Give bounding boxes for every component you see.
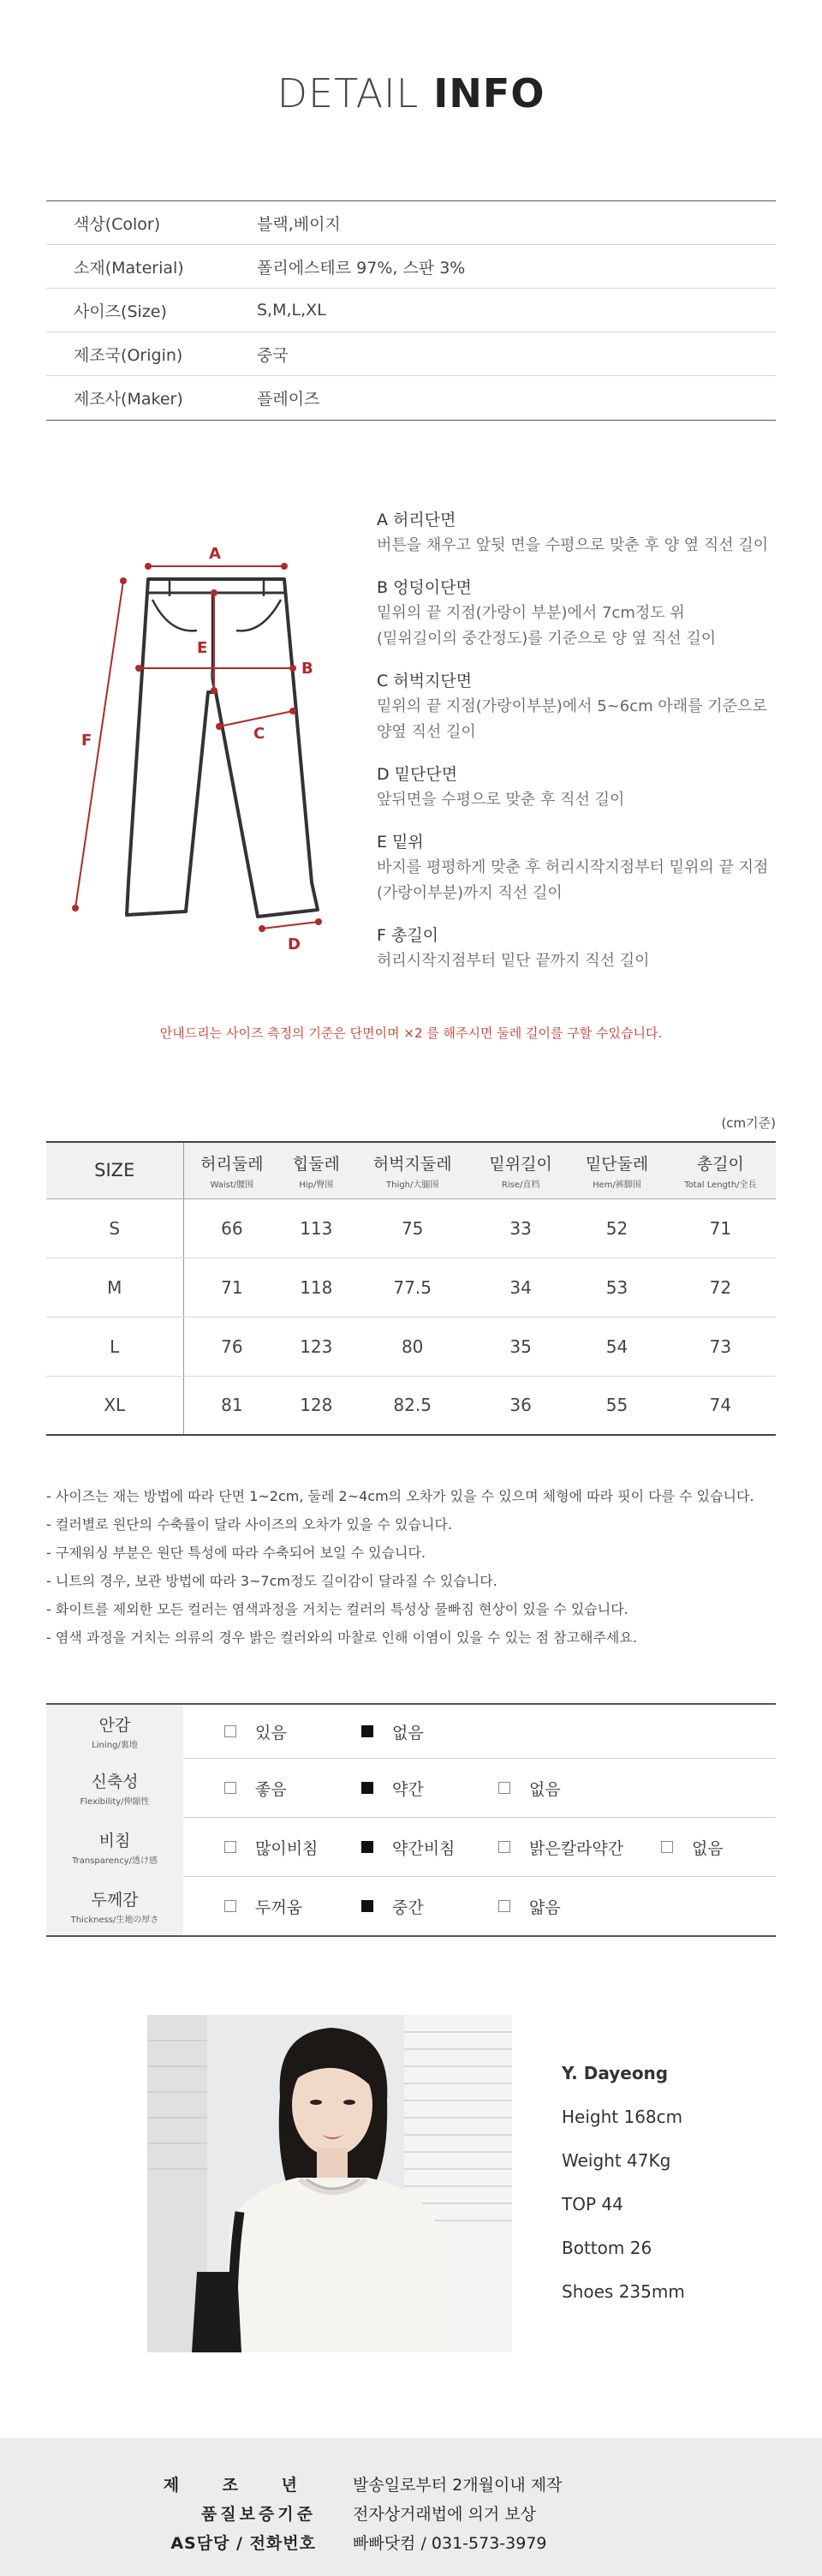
info-value: 블랙,베이지 bbox=[257, 214, 341, 234]
fit-label: 두께감 Thickness/生地の厚さ bbox=[46, 1877, 183, 1935]
title-light: DETAIL bbox=[277, 70, 420, 117]
footer-info bbox=[0, 2438, 822, 2576]
fit-option: 없음 bbox=[661, 1836, 764, 1859]
table-cell: 72 bbox=[665, 1258, 776, 1317]
info-row-size bbox=[46, 289, 776, 332]
model-info bbox=[562, 2052, 685, 2314]
measure-item-a bbox=[377, 507, 805, 559]
header-cell: 허벅지둘레 Thigh/大腿围 bbox=[352, 1142, 473, 1198]
fit-options bbox=[183, 1777, 776, 1800]
info-row-maker bbox=[46, 376, 776, 420]
table-cell: 74 bbox=[709, 1395, 732, 1416]
fit-option: 밝은칼라약간 bbox=[498, 1836, 661, 1859]
fit-label: 비침 Transparency/透け感 bbox=[46, 1818, 183, 1877]
measure-title: F 총길이 bbox=[377, 926, 439, 945]
fit-options bbox=[183, 1836, 776, 1859]
size-table-header bbox=[46, 1142, 776, 1198]
table-cell: 71 bbox=[183, 1258, 280, 1317]
fit-label: 신축성 Flexibility/伸縮性 bbox=[46, 1759, 183, 1818]
model-spec: TOP 44 bbox=[562, 2194, 623, 2214]
footer-row bbox=[0, 2472, 822, 2495]
measurement-guide bbox=[377, 507, 805, 990]
diagram-label-c: C bbox=[253, 725, 265, 743]
diagram-label-a: A bbox=[209, 545, 221, 563]
fit-row-flexibility bbox=[46, 1759, 776, 1818]
table-cell: 128 bbox=[300, 1395, 333, 1416]
note-item: - 염색 과정을 거치는 의류의 경우 밝은 컬러와의 마찰로 인해 이염이 있을 수 있는 점 참고해주세요. bbox=[46, 1629, 637, 1646]
footer-key: 품질보증기준 bbox=[200, 2505, 316, 2524]
model-spec: Bottom 26 bbox=[562, 2238, 652, 2258]
measure-desc: (밑위길이의 중간정도)를 기준으로 양 옆 직선 길이 bbox=[377, 630, 717, 648]
note-item: - 화이트를 제외한 모든 컬러는 염색과정을 거치는 컬러의 특성상 물빠짐 현상이 있을 수 있습니다. bbox=[46, 1601, 628, 1617]
checkbox-icon bbox=[224, 1725, 236, 1737]
note-item: - 구제워싱 부분은 원단 특성에 따라 수축되어 보일 수 있습니다. bbox=[46, 1545, 426, 1561]
info-value: 폴리에스테르 97%, 스판 3% bbox=[257, 258, 466, 278]
fit-option: 약간 bbox=[361, 1777, 498, 1800]
measure-item-b bbox=[377, 575, 805, 652]
table-cell: 77.5 bbox=[352, 1258, 473, 1317]
diagram-label-f: F bbox=[81, 732, 92, 750]
page-title bbox=[0, 70, 822, 117]
table-cell: S bbox=[46, 1198, 183, 1258]
checkbox-checked-icon bbox=[361, 1900, 373, 1912]
note-item: - 컬러별로 원단의 수축률이 달라 사이즈의 오차가 있을 수 있습니다. bbox=[46, 1516, 452, 1533]
checkbox-icon bbox=[498, 1782, 510, 1794]
footer-row bbox=[0, 2501, 822, 2525]
table-row bbox=[46, 1258, 776, 1317]
checkbox-icon bbox=[498, 1841, 510, 1853]
pants-illustration bbox=[60, 540, 342, 959]
info-key: 제조사(Maker) bbox=[74, 390, 183, 409]
info-value: 플레이즈 bbox=[257, 390, 320, 409]
size-notes bbox=[46, 1482, 800, 1652]
fit-chart bbox=[46, 1703, 776, 1937]
info-key: 소재(Material) bbox=[74, 258, 184, 278]
table-cell: 75 bbox=[352, 1198, 473, 1258]
table-cell: 54 bbox=[569, 1317, 664, 1376]
size-table bbox=[46, 1141, 776, 1436]
fit-option: 얇음 bbox=[498, 1895, 661, 1918]
measure-item-c bbox=[377, 668, 805, 745]
measure-desc: 앞뒤면을 수평으로 맞춘 후 직선 길이 bbox=[377, 791, 625, 809]
fit-option: 좋음 bbox=[224, 1777, 361, 1800]
diagram-label-d: D bbox=[288, 935, 301, 953]
measure-title: A 허리단면 bbox=[377, 511, 456, 529]
header-cell: 총길이 Total Length/全長 bbox=[665, 1142, 776, 1198]
table-cell: 53 bbox=[569, 1258, 664, 1317]
note-item: - 니트의 경우, 보관 방법에 따라 3~7cm정도 길이감이 달라질 수 있습니다. bbox=[46, 1573, 497, 1589]
table-cell: 55 bbox=[605, 1395, 628, 1416]
measure-desc: 밑위의 끝 지점(가랑이부분)에서 5~6cm 아래를 기준으로 bbox=[377, 697, 767, 715]
pants-measurement-diagram bbox=[60, 540, 342, 959]
measure-title: C 허벅지단면 bbox=[377, 672, 473, 690]
measure-desc: 허리시작지점부터 밑단 끝까지 직선 길이 bbox=[377, 952, 650, 970]
model-photo-illustration bbox=[147, 2015, 512, 2352]
fit-label: 안감 Lining/裏地 bbox=[46, 1705, 183, 1759]
table-cell: XL bbox=[46, 1376, 183, 1435]
info-row-material bbox=[46, 245, 776, 289]
fit-option: 중간 bbox=[361, 1895, 498, 1918]
checkbox-icon bbox=[498, 1900, 510, 1912]
model-name: Y. Dayeong bbox=[562, 2063, 669, 2083]
table-cell: 118 bbox=[280, 1258, 352, 1317]
checkbox-icon bbox=[224, 1900, 236, 1912]
table-cell: 73 bbox=[665, 1317, 776, 1376]
table-row bbox=[46, 1198, 776, 1258]
fit-options bbox=[183, 1720, 776, 1743]
header-cell: 밑단둘레 Hem/裤脚围 bbox=[569, 1142, 664, 1198]
fit-option: 없음 bbox=[498, 1777, 661, 1800]
table-cell: 35 bbox=[473, 1317, 569, 1376]
fit-row-lining bbox=[46, 1705, 776, 1759]
checkbox-checked-icon bbox=[361, 1841, 373, 1853]
info-key: 색상(Color) bbox=[74, 214, 161, 234]
model-spec: Height 168cm bbox=[562, 2107, 683, 2127]
header-cell: 밑위길이 Rise/直档 bbox=[473, 1142, 569, 1198]
model-spec: Weight 47Kg bbox=[562, 2150, 671, 2171]
model-photo bbox=[147, 2015, 512, 2352]
note-item: - 사이즈는 재는 방법에 따라 단면 1~2cm, 둘레 2~4cm의 오차가 있을 수 있으며 체형에 따라 핏이 다를 수 있습니다. bbox=[46, 1488, 754, 1504]
measure-title: D 밑단단면 bbox=[377, 765, 458, 784]
fit-row-transparency bbox=[46, 1818, 776, 1877]
table-cell: 34 bbox=[473, 1258, 569, 1317]
table-cell: 33 bbox=[473, 1198, 569, 1258]
info-row-origin bbox=[46, 332, 776, 376]
table-cell: 66 bbox=[183, 1198, 280, 1258]
footer-row bbox=[0, 2531, 822, 2554]
measure-title: E 밑위 bbox=[377, 833, 424, 852]
measure-note: 안내드리는 사이즈 측정의 기준은 단면이며 ×2 를 해주시면 둘레 길이를 구할 수있습니다. bbox=[159, 1025, 663, 1041]
fit-option: 있음 bbox=[224, 1720, 361, 1743]
info-value: S,M,L,XL bbox=[257, 301, 326, 320]
footer-value: 빠빠닷컴 / 031-573-3979 bbox=[353, 2534, 547, 2553]
footer-key: 제 조 년 bbox=[163, 2476, 316, 2495]
info-key: 사이즈(Size) bbox=[74, 302, 167, 321]
footer-value: 전자상거래법에 의거 보상 bbox=[353, 2505, 536, 2524]
table-cell: 80 bbox=[352, 1317, 473, 1376]
footer-key: AS담당 / 전화번호 bbox=[170, 2534, 316, 2553]
diagram-label-e: E bbox=[197, 639, 208, 657]
header-cell: SIZE bbox=[46, 1142, 183, 1198]
measure-desc: 밑위의 끝 지점(가랑이 부분)에서 7cm정도 위 bbox=[377, 604, 685, 622]
checkbox-icon bbox=[224, 1841, 236, 1853]
fit-option: 약간비침 bbox=[361, 1836, 498, 1859]
measure-desc: 버튼을 채우고 앞뒷 면을 수평으로 맞춘 후 양 옆 직선 길이 bbox=[377, 536, 769, 554]
checkbox-checked-icon bbox=[361, 1782, 373, 1794]
fit-options bbox=[183, 1895, 776, 1918]
table-cell: 76 bbox=[183, 1317, 280, 1376]
fit-option: 없음 bbox=[361, 1720, 498, 1743]
table-cell: 36 bbox=[509, 1395, 532, 1416]
footer-value: 발송일로부터 2개월이내 제작 bbox=[353, 2476, 563, 2495]
model-spec: Shoes 235mm bbox=[562, 2281, 685, 2302]
info-value: 중국 bbox=[257, 345, 289, 365]
checkbox-icon bbox=[661, 1841, 673, 1853]
table-row bbox=[46, 1376, 776, 1435]
measure-desc: 양옆 직선 길이 bbox=[377, 723, 476, 741]
table-cell: 71 bbox=[665, 1198, 776, 1258]
table-row bbox=[46, 1317, 776, 1376]
size-unit-note: (cm기준) bbox=[721, 1115, 776, 1131]
measure-item-e bbox=[377, 829, 805, 906]
table-cell: 123 bbox=[280, 1317, 352, 1376]
title-bold: INFO bbox=[433, 70, 545, 117]
product-info-table bbox=[46, 200, 776, 421]
info-row-color bbox=[46, 201, 776, 245]
header-cell: 힙둘레 Hip/臀围 bbox=[280, 1142, 352, 1198]
measure-item-d bbox=[377, 762, 805, 813]
measure-title: B 엉덩이단면 bbox=[377, 578, 472, 597]
table-cell: 82.5 bbox=[393, 1395, 432, 1416]
fit-option: 많이비침 bbox=[224, 1836, 361, 1859]
info-key: 제조국(Origin) bbox=[74, 345, 183, 365]
table-cell: M bbox=[46, 1258, 183, 1317]
fit-row-thickness bbox=[46, 1877, 776, 1935]
header-cell: 허리둘레 Waist/腰围 bbox=[183, 1142, 280, 1198]
measure-desc: 바지를 평평하게 맞춘 후 허리시작지점부터 밑위의 끝 지점 bbox=[377, 858, 769, 876]
table-cell: L bbox=[46, 1317, 183, 1376]
table-cell: 81 bbox=[221, 1395, 243, 1416]
table-cell: 113 bbox=[280, 1198, 352, 1258]
fit-option: 두꺼움 bbox=[224, 1895, 361, 1918]
measure-item-f bbox=[377, 923, 805, 974]
measure-desc: (가랑이부분)까지 직선 길이 bbox=[377, 884, 563, 902]
checkbox-checked-icon bbox=[361, 1725, 373, 1737]
diagram-label-b: B bbox=[301, 660, 313, 678]
checkbox-icon bbox=[224, 1782, 236, 1794]
table-cell: 52 bbox=[569, 1198, 664, 1258]
